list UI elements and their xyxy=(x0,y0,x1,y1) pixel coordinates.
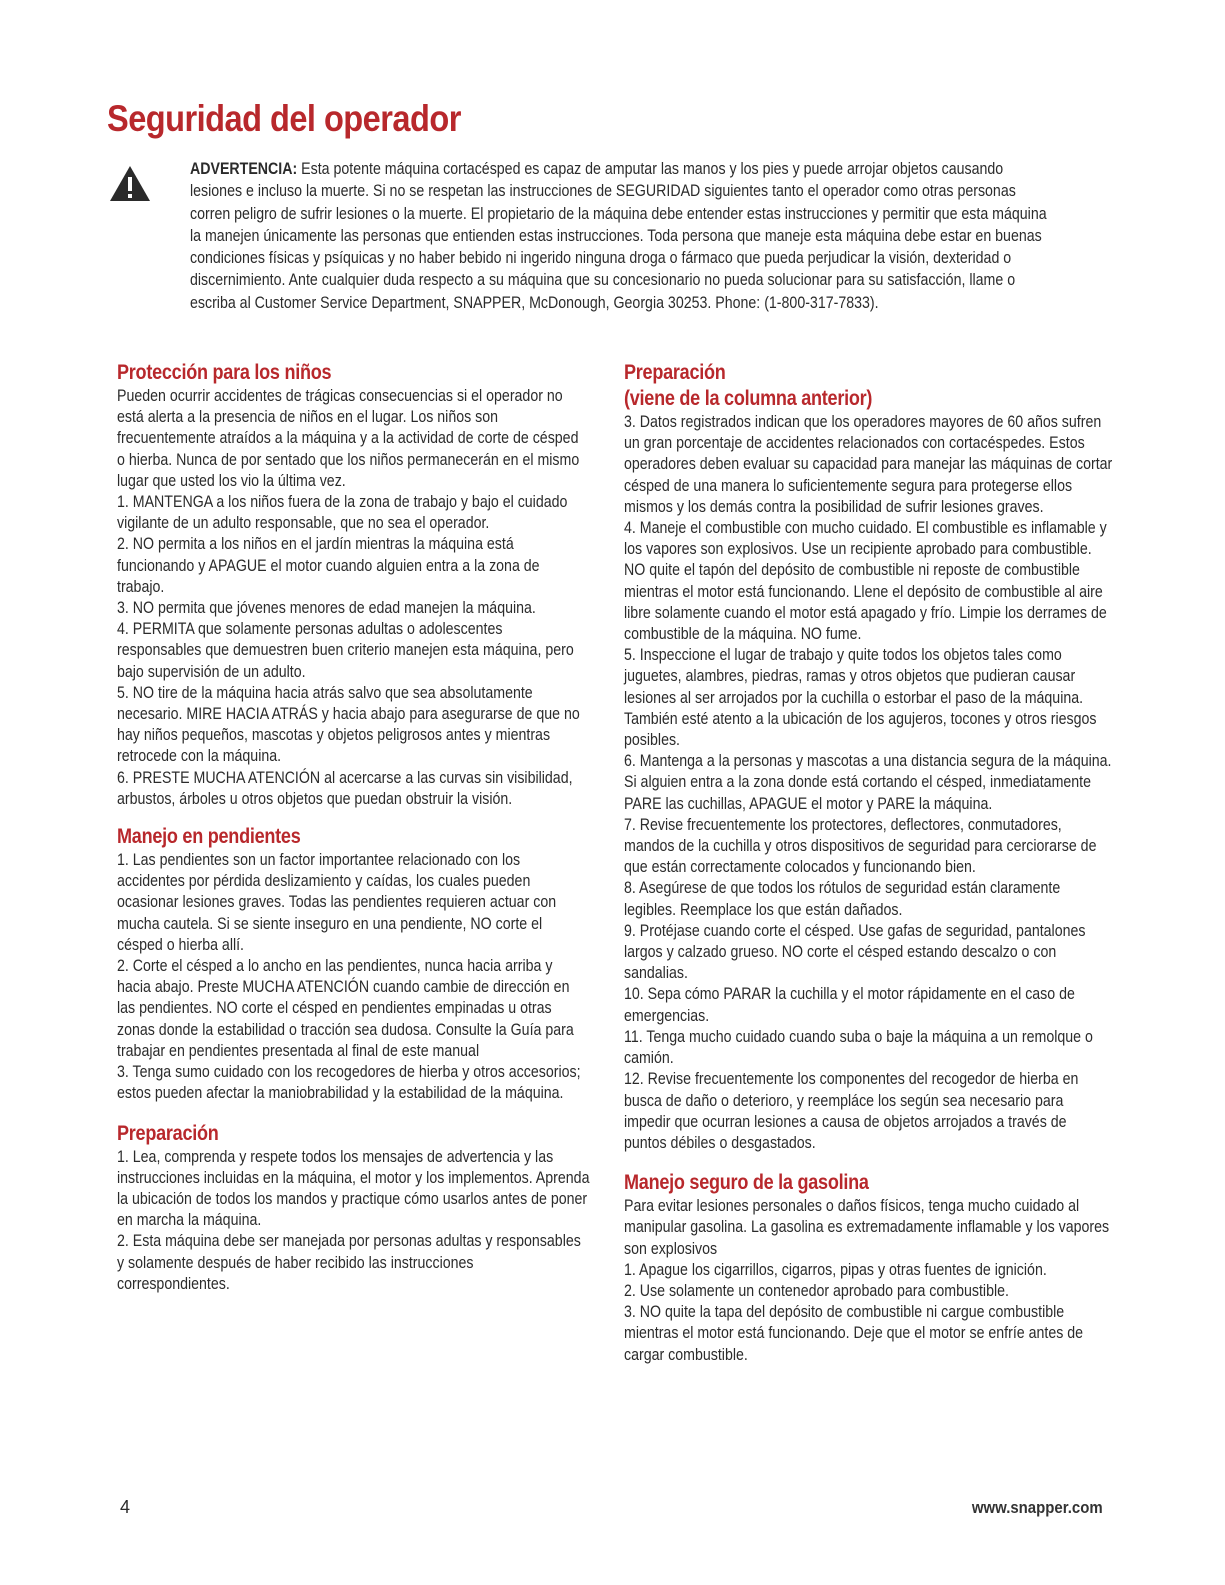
paragraph: 9. Protéjase cuando corte el césped. Use gafas de seguridad, pantalones largos y calzado grueso. NO corte el césped estando descalzo o con sandalias. xyxy=(624,921,1086,983)
section-body xyxy=(117,850,590,1104)
left-column xyxy=(117,360,677,1295)
paragraph: 3. NO quite la tapa del depósito de combustible ni cargue combustible mientras el motor está funcionando. Deje que el motor se enfríe antes de cargar combustible. xyxy=(624,1303,1084,1364)
paragraph: 2. NO permita a los niños en el jardín mientras la máquina está funcionando y APAGUE el motor cuando alguien entra a la zona de trabajo. xyxy=(117,535,540,596)
section-heading: Manejo seguro de la gasolina xyxy=(624,1171,869,1195)
paragraph: 7. Revise frecuentemente los protectores, deflectores, conmutadores, mandos de la cuchilla y otros dispositivos de seguridad para cerciorarse de que están correctamente colocados y funcionando bien. xyxy=(624,815,1097,877)
paragraph: 4. PERMITA que solamente personas adultas o adolescentes responsables que demuestren buen criterio manejen esta máquina, pero bajo supervisión de un adulto. xyxy=(117,620,574,681)
footer-url[interactable]: www.snapper.com xyxy=(972,1498,1103,1517)
paragraph: 5. NO tire de la máquina hacia atrás salvo que sea absolutamente necesario. MIRE HACIA ATRÁS y hacia abajo para asegurarse de que no hay niños pequeños, mascotas y objetos peligrosos antes y mientras retrocede con la máquina. xyxy=(117,683,580,766)
section-body xyxy=(117,1147,590,1295)
right-column xyxy=(624,360,1194,1366)
paragraph: 11. Tenga mucho cuidado cuando suba o baje la máquina a un remolque o camión. xyxy=(624,1027,1093,1068)
warning-lead: ADVERTENCIA: xyxy=(190,160,298,178)
paragraph: Pueden ocurrir accidentes de trágicas consecuencias si el operador no está alerta a la presencia de niños en el lugar. Los niños son frecuentemente atraídos a la máquina y a la actividad de corte de césped o hierba. Nunca de por sentado que los niños permanecerán en el mismo lugar que usted los vio la última vez. xyxy=(117,387,580,490)
paragraph: 2. Use solamente un contenedor aprobado para combustible. xyxy=(624,1281,1009,1300)
paragraph: 3. Tenga sumo cuidado con los recogedores de hierba y otros accesorios; estos pueden afectar la maniobrabilidad y la estabilidad de la máquina. xyxy=(117,1063,581,1103)
paragraph: 3. Datos registrados indican que los operadores mayores de 60 años sufren un gran porcentaje de accidentes relacionados con cortacéspedes. Estos operadores deben evaluar su capacidad para manejar las máquinas de cortar césped de una manera lo suficientemente segura para protegerse ellos mismos y los demás contra la posibilidad de sufrir lesiones graves. xyxy=(624,413,1113,516)
paragraph: 6. PRESTE MUCHA ATENCIÓN al acercarse a las curvas sin visibilidad, arbustos, árboles u otros objetos que puedan obstruir la visión. xyxy=(117,768,573,808)
paragraph: 5. Inspeccione el lugar de trabajo y quite todos los objetos tales como juguetes, alambres, piedras, ramas y otros objetos que pudieran causar lesiones al ser arrojados por la cuchilla o estorbar el paso de la máquina. También esté atento a la ubicación de los agujeros, tocones y otros riesgos posibles. xyxy=(624,646,1097,750)
section-body xyxy=(624,412,1112,1154)
paragraph: 2. Corte el césped a lo ancho en las pendientes, nunca hacia arriba y hacia abajo. Preste MUCHA ATENCIÓN cuando cambie de dirección en las pendientes. NO corte el césped en pendientes empinadas u otras zonas donde la estabilidad o tracción sea dudosa. Consulte la Guía para trabajar en pendientes presentada al final de este manual xyxy=(117,957,574,1060)
paragraph: 8. Asegúrese de que todos los rótulos de seguridad están claramente legibles. Reemplace los que están dañados. xyxy=(624,879,1061,919)
paragraph: 1. MANTENGA a los niños fuera de la zona de trabajo y bajo el cuidado vigilante de un adulto responsable, que no sea el operador. xyxy=(117,493,568,533)
section-body xyxy=(624,1196,1112,1366)
section-heading: Preparación xyxy=(117,1121,219,1145)
section-fuel-safety xyxy=(624,1170,1194,1366)
paragraph: 12. Revise frecuentemente los componentes del recogedor de hierba en busca de daño o deterioro, y reempláce los según sea necesario para impedir que ocurran lesiones a causa de objetos arrojados a través de puntos débiles o desgastados. xyxy=(624,1070,1079,1152)
warning-body: Esta potente máquina cortacésped es capaz de amputar las manos y los pies y puede arrojar objetos causando lesiones e incluso la muerte. Si no se respetan las instrucciones de SEGURIDAD siguientes tanto el operador como otras personas corren peligro de sufrir lesiones o la muerte. El propietario de la máquina debe entender estas instrucciones y permitir que esta máquina la manejen únicamente las personas que entienden estas instrucciones. Toda persona que maneje esta máquina debe estar en buenas condiciones físicas y psíquicas y no haber bebido ni ingerido ninguna droga o fármaco que pueda perjudicar la visión, dexteridad o discernimiento. Ante cualquier duda respecto a su máquina que su concesionario no pueda solucionar para su satisfacción, llame o escriba al Customer Service Department, SNAPPER, McDonough, Georgia 30253. Phone: (1-800-317-7833). xyxy=(190,160,1047,312)
section-body xyxy=(117,386,590,810)
section-children-protection xyxy=(117,360,677,810)
section-heading: Preparación xyxy=(624,361,726,384)
paragraph: Para evitar lesiones personales o daños físicos, tenga mucho cuidado al manipular gasolina. La gasolina es extremadamente inflamable y los vapores son explosivos xyxy=(624,1197,1110,1258)
section-heading: Manejo en pendientes xyxy=(117,825,301,849)
section-preparation-continued xyxy=(624,360,1194,1154)
paragraph: 6. Mantenga a la personas y mascotas a una distancia segura de la máquina. Si alguien entra a la zona donde está cortando el césped, inmediatamente PARE las cuchillas, APAGUE el motor y PARE la máquina. xyxy=(624,752,1112,813)
paragraph: 3. NO permita que jóvenes menores de edad manejen la máquina. xyxy=(117,599,536,618)
warning-triangle-icon xyxy=(109,165,151,202)
warning-text xyxy=(190,158,1050,314)
paragraph: 2. Esta máquina debe ser manejada por personas adultas y responsables y solamente después de haber recibido las instrucciones correspondientes. xyxy=(117,1232,581,1293)
paragraph: 4. Maneje el combustible con mucho cuidado. El combustible es inflamable y los vapores son explosivos. Use un recipiente aprobado para combustible. NO quite el tapón del depósito de combustible ni reposte de combustible mientras el motor está funcionando. Llene el depósito de combustible al aire libre solamente cuando el motor está apagado y frío. Limpie los derrames de combustible de la máquina. NO fume. xyxy=(624,519,1107,644)
paragraph: 1. Lea, comprenda y respete todos los mensajes de advertencia y las instrucciones incluidas en la máquina, el motor y los implementos. Aprenda la ubicación de todos los mandos y practique cómo usarlos antes de poner en marcha la máquina. xyxy=(117,1147,590,1230)
page-number: 4 xyxy=(120,1497,131,1517)
section-heading: Protección para los niños xyxy=(117,361,332,384)
section-slopes xyxy=(117,824,677,1104)
page-title: Seguridad del operador xyxy=(107,98,461,139)
paragraph: 1. Apague los cigarrillos, cigarros, pipas y otras fuentes de ignición. xyxy=(624,1260,1047,1279)
section-preparation xyxy=(117,1121,677,1295)
paragraph: 1. Las pendientes son un factor importantee relacionado con los accidentes por pérdida deslizamiento y caídas, los cuales pueden ocasionar lesiones graves. Todas las pendientes requieren actuar con mucha cautela. Si se siente inseguro en una pendiente, NO corte el césped o hierba allí. xyxy=(117,851,557,954)
paragraph: 10. Sepa cómo PARAR la cuchilla y el motor rápidamente en el caso de emergencias. xyxy=(624,985,1075,1025)
section-heading-continued: (viene de la columna anterior) xyxy=(624,387,873,410)
